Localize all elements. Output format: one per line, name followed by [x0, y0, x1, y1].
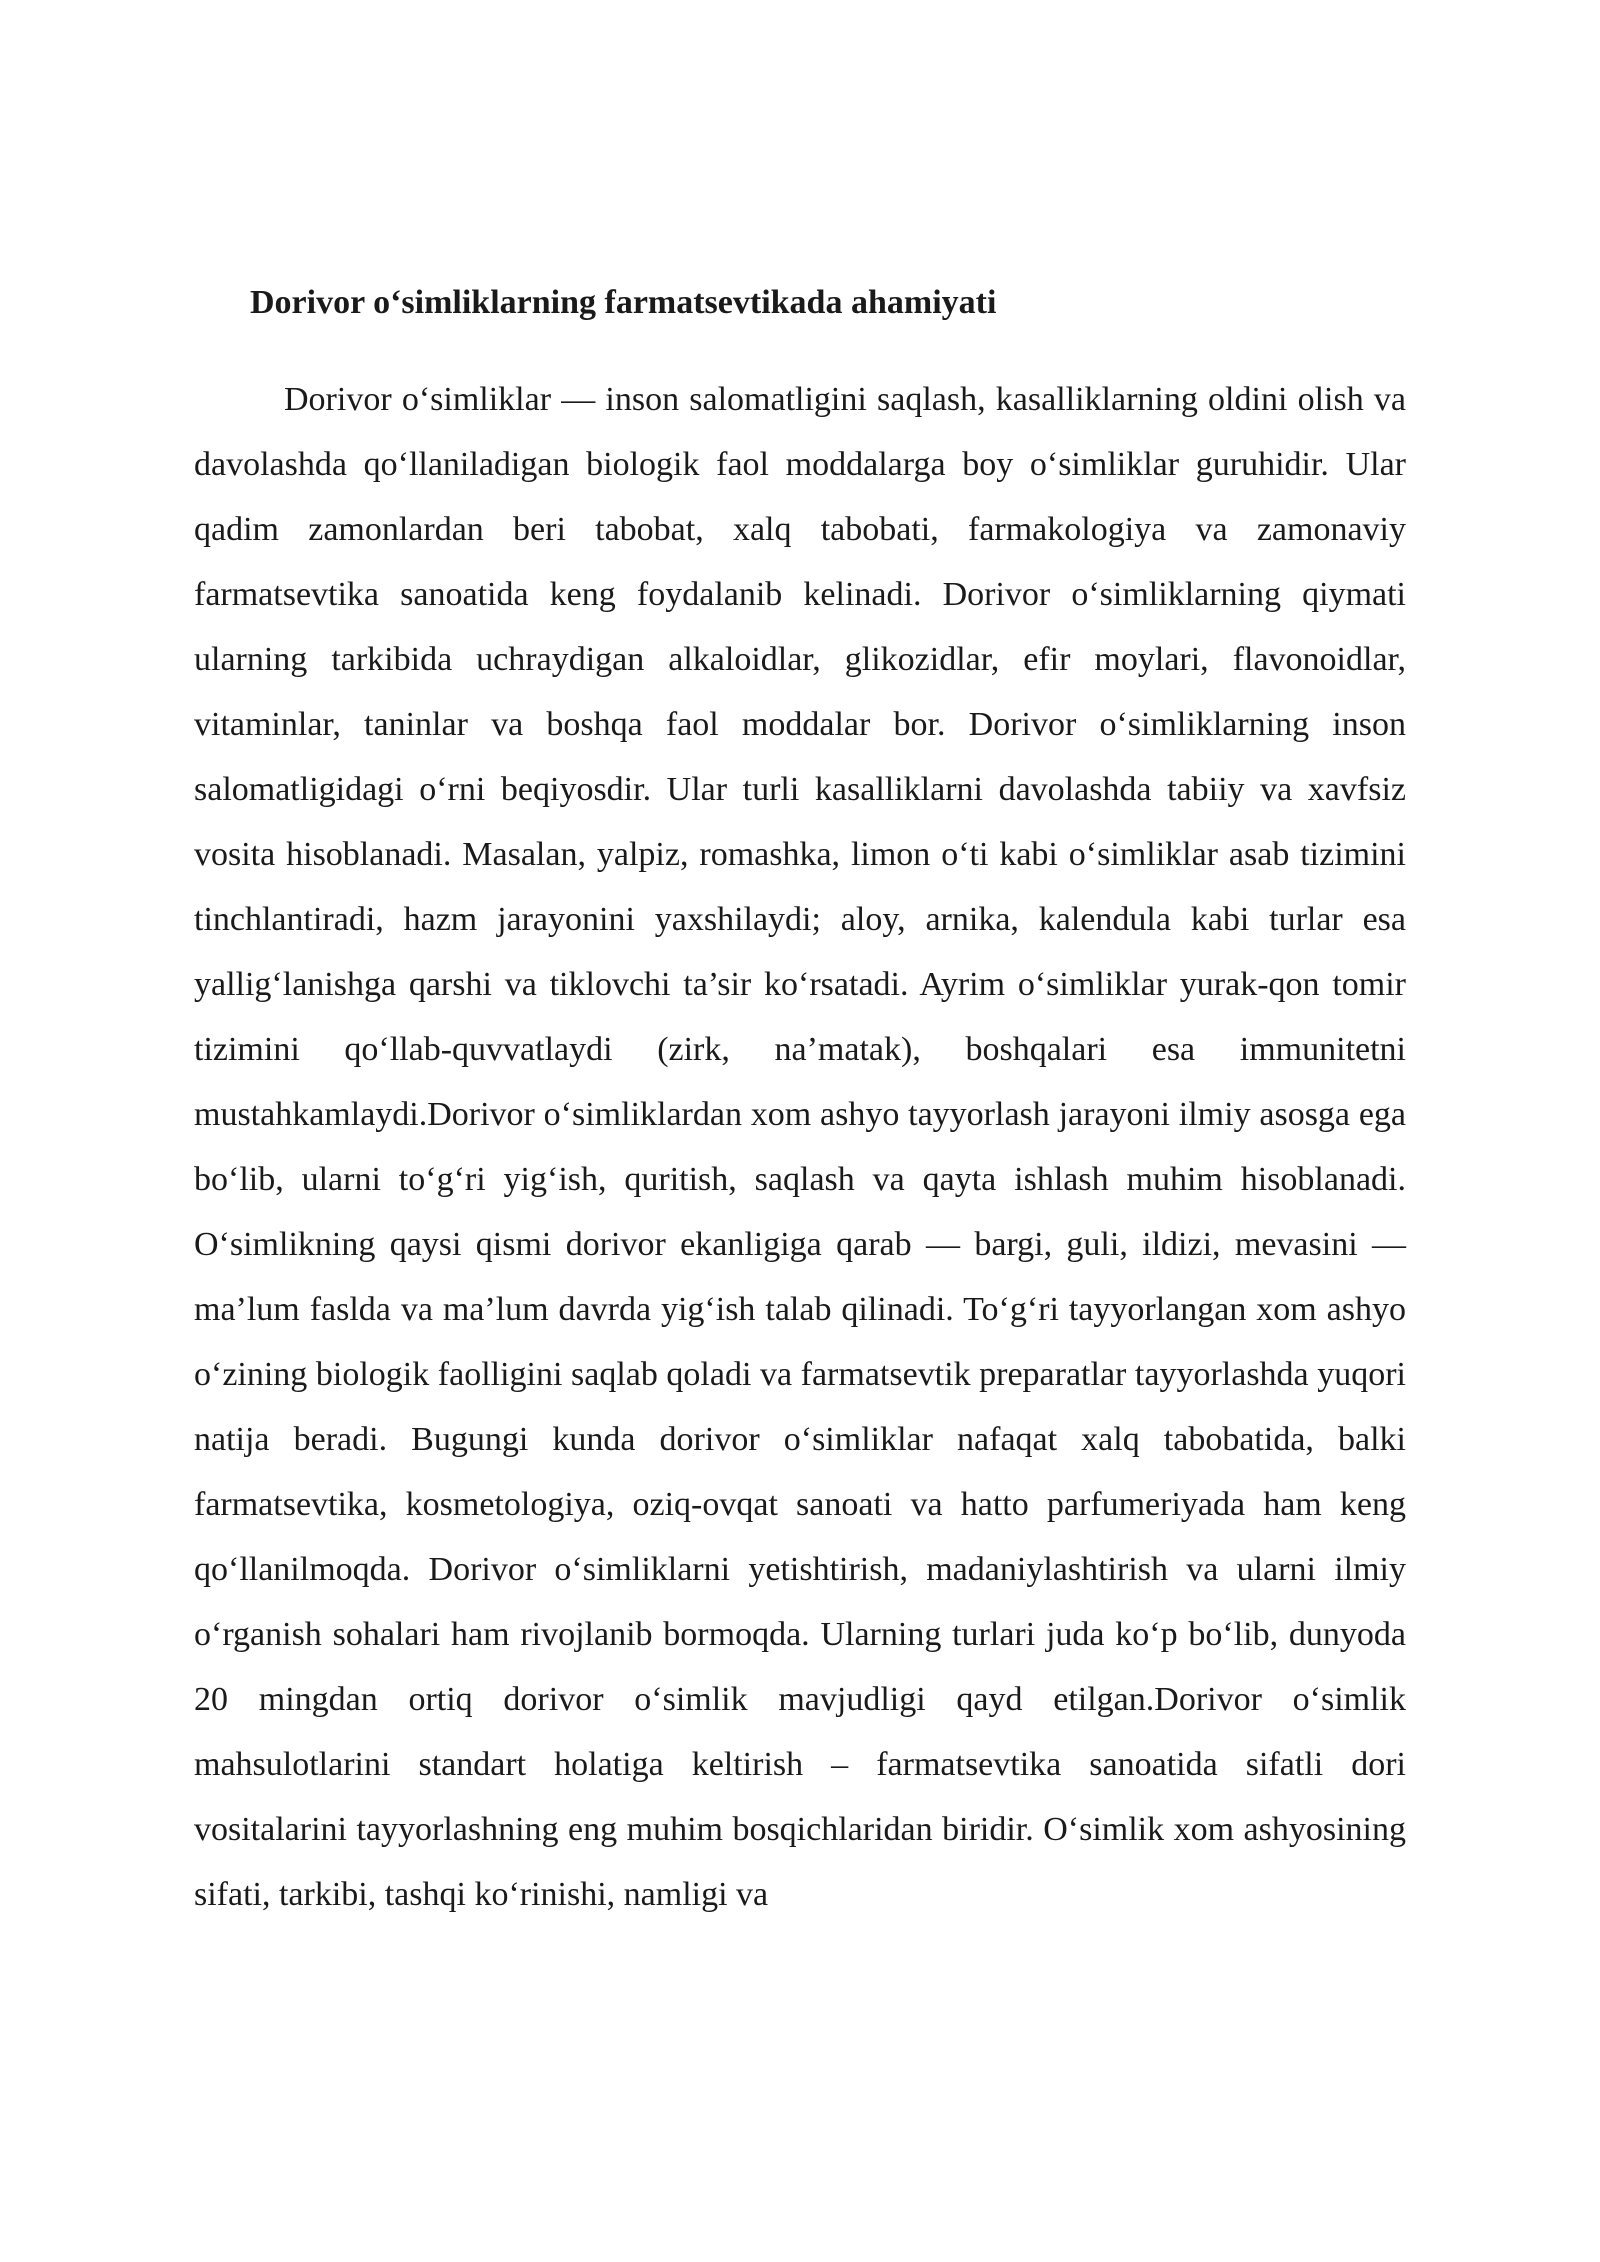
document-title: Dorivor o‘simliklarning farmatsevtikada ahamiyati	[250, 284, 997, 321]
body-paragraph: Dorivor o‘simliklar — inson salomatligini saqlash, kasalliklarning oldini olish va davolashda qo‘llaniladigan biologik faol moddalarga boy o‘simliklar guruhidir. Ular qadim zamonlardan beri tabobat, xalq tabobati, farmakologiya va zamonaviy farmatsevtika sanoatida keng foydalanib kelinadi. Dorivor o‘simliklarning qiymati ularning tarkibida uchraydigan alkaloidlar, glikozidlar, efir moylari, flavonoidlar, vitaminlar, taninlar va boshqa faol moddalar bor. Dorivor o‘simliklarning inson salomatligidagi o‘rni beqiyosdir. Ular turli kasalliklarni davolashda tabiiy va xavfsiz vosita hisoblanadi. Masalan, yalpiz, romashka, limon o‘ti kabi o‘simliklar asab tizimini tinchlantiradi, hazm jarayonini yaxshilaydi; aloy, arnika, kalendula kabi turlar esa yallig‘lanishga qarshi va tiklovchi ta’sir ko‘rsatadi. Ayrim o‘simliklar yurak-qon tomir tizimini qo‘llab-quvvatlaydi (zirk, na’matak), boshqalari esa immunitetni mustahkamlaydi.Dorivor o‘simliklardan xom ashyo tayyorlash jarayoni ilmiy asosga ega bo‘lib, ularni to‘g‘ri yig‘ish, quritish, saqlash va qayta ishlash muhim hisoblanadi. O‘simlikning qaysi qismi dorivor ekanligiga qarab — bargi, guli, ildizi, mevasini — ma’lum faslda va ma’lum davrda yig‘ish talab qilinadi. To‘g‘ri tayyorlangan xom ashyo o‘zining biologik faolligini saqlab qoladi va farmatsevtik preparatlar tayyorlashda yuqori natija beradi. Bugungi kunda dorivor o‘simliklar nafaqat xalq tabobatida, balki farmatsevtika, kosmetologiya, oziq-ovqat sanoati va hatto parfumeriyada ham keng qo‘llanilmoqda. Dorivor o‘simliklarni yetishtirish, madaniylashtirish va ularni ilmiy o‘rganish sohalari ham rivojlanib bormoqda. Ularning turlari juda ko‘p bo‘lib, dunyoda 20 mingdan ortiq dorivor o‘simlik mavjudligi qayd etilgan.Dorivor o‘simlik mahsulotlarini standart holatiga keltirish – farmatsevtika sanoatida sifatli dori vositalarini tayyorlashning eng muhim bosqichlaridan biridir. O‘simlik xom ashyosining sifati, tarkibi, tashqi ko‘rinishi, namligi va	[194, 381, 1406, 1913]
